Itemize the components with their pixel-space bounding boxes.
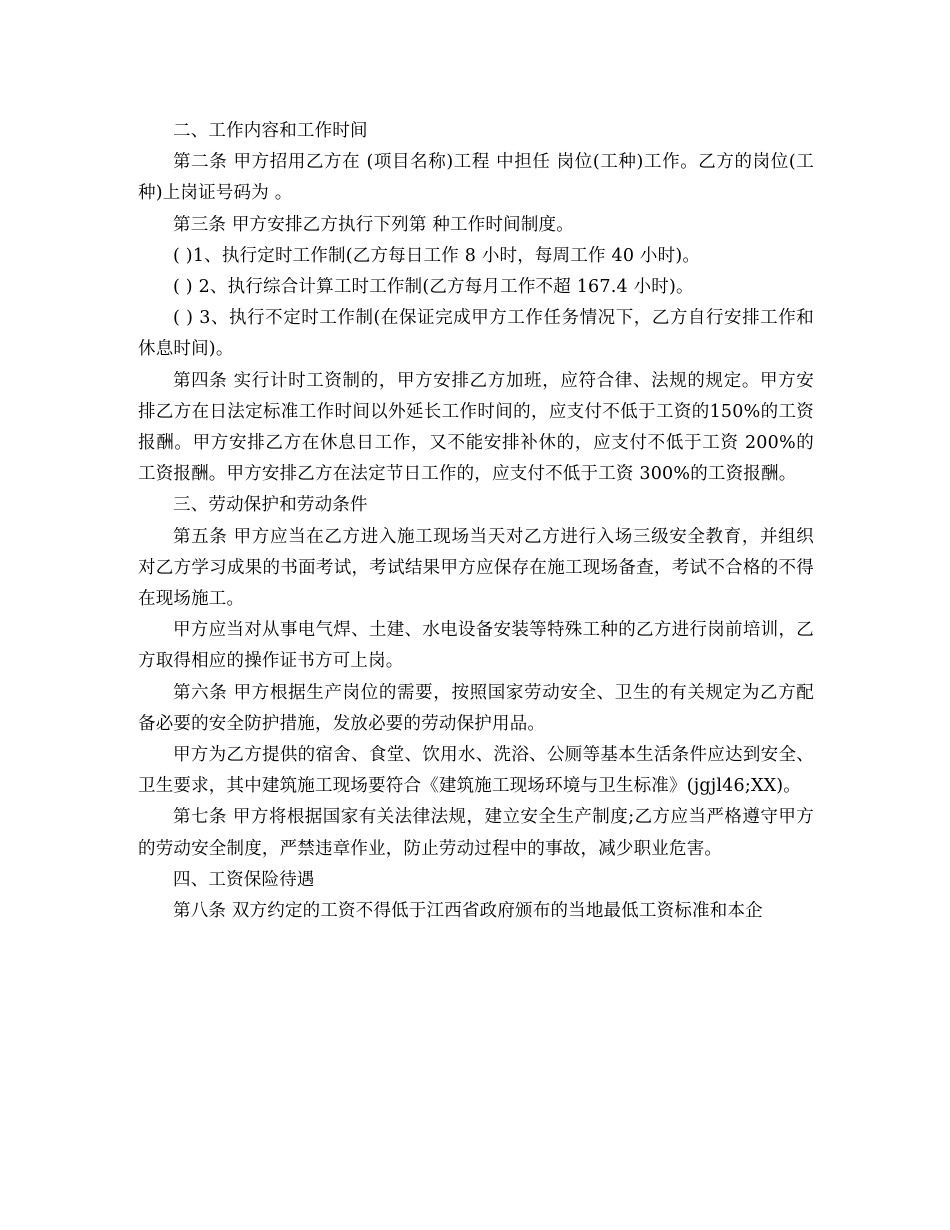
living-conditions-paragraph: 甲方为乙方提供的宿舍、食堂、饮用水、洗浴、公厕等基本生活条件应达到安全、卫生要求，其中建筑施工现场要符合《建筑施工现场环境与卫生标准》(jgjl46;XX)。 xyxy=(138,745,814,797)
section-heading-work-content: 二、工作内容和工作时间 xyxy=(173,121,368,141)
section-heading-labor-protection: 三、劳动保护和劳动条件 xyxy=(173,495,368,516)
special-training-paragraph: 甲方应当对从事电气焊、土建、水电设备安装等特殊工种的乙方进行岗前培训，乙方取得相应的操作证书方可上岗。 xyxy=(138,620,814,672)
article-3-paragraph: 第三条 甲方安排乙方执行下列第 种工作时间制度。 xyxy=(173,214,574,235)
option-1-paragraph: ( )1、执行定时工作制(乙方每日工作 8 小时，每周工作 40 小时)。 xyxy=(173,245,701,266)
article-5-paragraph: 第五条 甲方应当在乙方进入施工现场当天对乙方进行入场三级安全教育，并组织对乙方学习成果的书面考试，考试结果甲方应保存在施工现场备查，考试不合格的不得在现场施工。 xyxy=(138,526,814,610)
article-6-paragraph: 第六条 甲方根据生产岗位的需要，按照国家劳动安全、卫生的有关规定为乙方配备必要的安全防护措施，发放必要的劳动保护用品。 xyxy=(138,682,814,734)
document-body xyxy=(138,116,814,927)
article-4-paragraph: 第四条 实行计时工资制的，甲方安排乙方加班，应符合律、法规的规定。甲方安排乙方在日法定标准工作时间以外延长工作时间的，应支付不低于工资的150%的工资报酬。甲方安排乙方在休息日工作，又不能安排补休的，应支付不低于工资 200%的工资报酬。甲方安排乙方在法定节日工作的，应支付不低于工资 300%的工资报酬。 xyxy=(138,370,814,485)
article-8-paragraph: 第八条 双方约定的工资不得低于江西省政府颁布的当地最低工资标准和本企 xyxy=(173,901,763,922)
section-heading-wages-insurance: 四、工资保险待遇 xyxy=(173,869,315,890)
article-2-paragraph: 第二条 甲方招用乙方在 (项目名称)工程 中担任 岗位(工种)工作。乙方的岗位(工种)上岗证号码为 。 xyxy=(138,152,814,204)
option-2-paragraph: ( ) 2、执行综合计算工时工作制(乙方每月工作不超 167.4 小时)。 xyxy=(173,277,694,298)
option-3-paragraph: ( ) 3、执行不定时工作制(在保证完成甲方工作任务情况下，乙方自行安排工作和休息时间)。 xyxy=(138,308,814,360)
article-7-paragraph: 第七条 甲方将根据国家有关法律法规，建立安全生产制度;乙方应当严格遵守甲方的劳动安全制度，严禁违章作业，防止劳动过程中的事故，减少职业危害。 xyxy=(138,807,814,859)
